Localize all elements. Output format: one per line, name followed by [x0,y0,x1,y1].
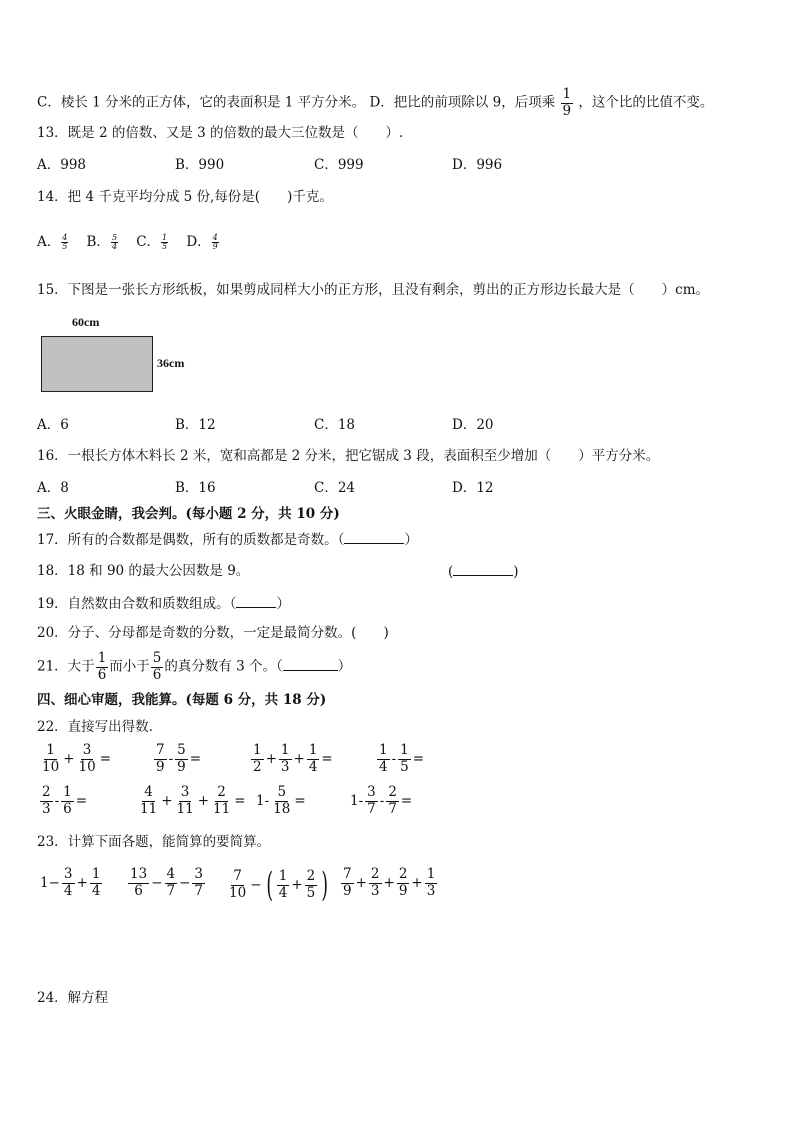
question-16: 16．一根长方体木料长 2 米，宽和高都是 2 分米，把它锯成 3 段，表面积至少增加（ ）平方分米。 [37,448,660,464]
question-14: 14．把 4 千克平均分成 5 份,每份是( )千克。 [37,189,333,205]
calc-expression: $\frac{7}{9}$ + $\frac{2}{3}$ + $\frac{2}{9}$ + $\frac{1}{3}$ [343,866,436,899]
calc-expression: $\frac{7}{10}$ − ( $\frac{1}{4}$ + $\frac{2}{5}$ ) [229,865,329,905]
answer-blank[interactable] [283,657,338,671]
calc-expression: $\frac{4}{11}$ + $\frac{3}{11}$ + $\frac{2}{11}$ = [140,784,246,817]
section-3-title: 三、火眼金睛，我会判。(每小题 2 分，共 10 分) [37,506,340,522]
question-23: 23．计算下面各题，能简算的要简算。 [37,834,271,850]
q14-option-a: A． $\frac{4}{5}$ [37,233,68,251]
question-24: 24．解方程 [37,990,109,1006]
calc-expression: $\frac{13}{6}$ − $\frac{4}{7}$ − $\frac{3}{7}$ [130,866,203,899]
height-label: 36cm [157,356,185,370]
width-label: 60cm [72,315,100,329]
q13-option-d: D．996 [452,157,503,173]
fraction: $\frac{1}{9}$ [562,86,572,119]
q13-option-a: A．998 [37,157,87,173]
calc-expression: $\frac{1}{2}$ + $\frac{1}{3}$ + $\frac{1}{4}$ = [253,742,333,775]
calc-expression: $\frac{1}{10}$ + $\frac{3}{10}$ = [42,742,111,775]
q16-option-b: B．16 [175,480,216,496]
q18-answer: ( ) [448,564,519,580]
question-15: 15．下图是一张长方形纸板，如果剪成同样大小的正方形，且没有剩余，剪出的正方形边长最大是（ ）cm。 [37,282,710,298]
q14-option-c: C． $\frac{1}{5}$ [136,233,168,251]
question-13: 13．既是 2 的倍数、又是 3 的倍数的最大三位数是（ ）. [37,125,404,141]
q14-option-d: D． $\frac{4}{9}$ [186,233,218,251]
q15-option-b: B．12 [175,417,216,433]
q16-option-c: C．24 [314,480,356,496]
answer-blank[interactable] [344,530,404,544]
q16-option-a: A．8 [37,480,69,496]
option-d-text: D．把比的前项除以 9，后项乘 [369,94,556,111]
question-22: 22．直接写出得数. [37,719,153,735]
question-18: 18．18 和 90 的最大公因数是 9。 [37,563,250,579]
answer-blank[interactable] [236,594,276,608]
answer-blank[interactable] [453,562,513,576]
q13-option-c: C．999 [314,157,364,173]
calc-expression: $\frac{2}{3}$ - $\frac{1}{6}$ = [42,784,88,817]
calc-expression: 1- $\frac{3}{7}$ - $\frac{2}{7}$ = [350,784,413,817]
calc-expression: 1− $\frac{3}{4}$ + $\frac{1}{4}$ [40,866,101,899]
option-c-text: C．棱长 1 分米的正方体，它的表面积是 1 平方分米。 [37,94,366,111]
q14-options [37,233,220,251]
question-19: 19．自然数由合数和质数组成。（ ） [37,596,290,612]
question-21: 21．大于 $\frac{1}{6}$ 而小于 $\frac{5}{6}$ 的真分数有 3 个。（ ） [37,650,352,683]
q13-option-b: B．990 [175,157,225,173]
question-17: 17．所有的合数都是偶数，所有的质数都是奇数。（ ） [37,532,418,548]
q15-option-c: C．18 [314,417,356,433]
calc-expression: $\frac{1}{4}$ - $\frac{1}{5}$ = [379,742,425,775]
q16-option-d: D．12 [452,480,494,496]
calc-expression: 1- $\frac{5}{18}$ = [256,784,306,817]
question-20: 20．分子、分母都是奇数的分数，一定是最简分数。( ) [37,625,389,641]
option-c-d-line: C．棱长 1 分米的正方体，它的表面积是 1 平方分米。 D．把比的前项除以 9，后项乘 $\frac{1}{9}$ ，这个比的比值不变。 [37,86,714,119]
q15-option-d: D．20 [452,417,494,433]
rectangle-figure [41,336,153,392]
section-4-title: 四、细心审题，我能算。(每题 6 分，共 18 分) [37,692,327,708]
calc-expression: $\frac{7}{9}$ - $\frac{5}{9}$ = [156,742,202,775]
q15-option-a: A．6 [37,417,69,433]
q14-option-b: B． $\frac{5}{4}$ [86,233,118,251]
